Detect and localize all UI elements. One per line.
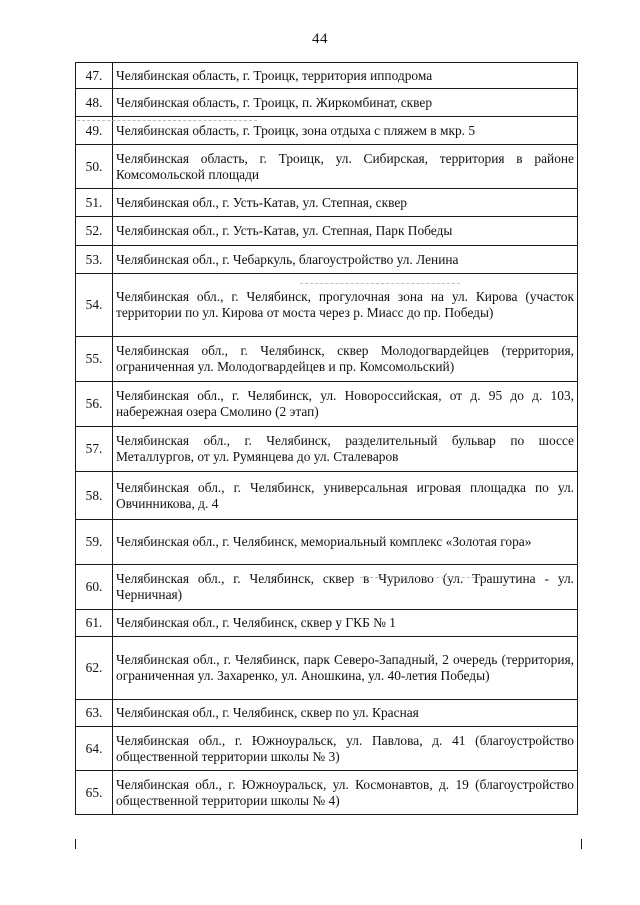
row-address: Челябинская обл., г. Челябинск, разделительный бульвар по шоссе Металлургов, от ул. Румянцева до ул. Сталеваров [113, 427, 578, 472]
row-number: 50. [76, 145, 113, 189]
row-number: 47. [76, 63, 113, 89]
row-number: 59. [76, 520, 113, 565]
row-address: Челябинская обл., г. Челябинск, сквер по ул. Красная [113, 700, 578, 727]
table-row [76, 520, 578, 565]
row-number: 65. [76, 771, 113, 815]
row-number: 49. [76, 117, 113, 145]
table-row [76, 427, 578, 472]
row-address: Челябинская обл., г. Усть-Катав, ул. Степная, сквер [113, 189, 578, 217]
table-row [76, 382, 578, 427]
row-number: 53. [76, 246, 113, 274]
row-address: Челябинская область, г. Троицк, п. Жиркомбинат, сквер [113, 89, 578, 117]
table-row [76, 637, 578, 700]
row-number: 62. [76, 637, 113, 700]
address-table [75, 62, 578, 815]
table-row [76, 145, 578, 189]
table-row [76, 246, 578, 274]
table-row [76, 727, 578, 771]
row-number: 64. [76, 727, 113, 771]
table-row [76, 337, 578, 382]
row-address: Челябинская обл., г. Чебаркуль, благоустройство ул. Ленина [113, 246, 578, 274]
row-address: Челябинская обл., г. Челябинск, прогулочная зона на ул. Кирова (участок территории по ул. Кирова от моста через р. Миасс до пр. Победы) [113, 274, 578, 337]
table-body [76, 63, 578, 815]
table-row [76, 89, 578, 117]
table-row [76, 63, 578, 89]
row-number: 55. [76, 337, 113, 382]
table-row [76, 610, 578, 637]
row-number: 61. [76, 610, 113, 637]
row-address: Челябинская обл., г. Челябинск, сквер в Чурилово (ул. Трашутина - ул. Черничная) [113, 565, 578, 610]
row-address: Челябинская обл., г. Челябинск, универсальная игровая площадка по ул. Овчинникова, д. 4 [113, 472, 578, 520]
row-number: 54. [76, 274, 113, 337]
row-address: Челябинская обл., г. Челябинск, парк Северо-Западный, 2 очередь (территория, ограниченная ул. Захаренко, ул. Аношкина, ул. 40-летия Победы) [113, 637, 578, 700]
table-row [76, 565, 578, 610]
row-number: 60. [76, 565, 113, 610]
row-number: 57. [76, 427, 113, 472]
row-address: Челябинская обл., г. Южноуральск, ул. Космонавтов, д. 19 (благоустройство общественной территории школы № 4) [113, 771, 578, 815]
row-number: 48. [76, 89, 113, 117]
row-address: Челябинская обл., г. Челябинск, мемориальный комплекс «Золотая гора» [113, 520, 578, 565]
row-address: Челябинская область, г. Троицк, территория ипподрома [113, 63, 578, 89]
scan-artifact-line [77, 120, 257, 121]
page-number: 44 [312, 31, 328, 47]
table-continuation-frame [75, 839, 582, 849]
table-row [76, 700, 578, 727]
row-address: Челябинская обл., г. Южноуральск, ул. Павлова, д. 41 (благоустройство общественной территории школы № 3) [113, 727, 578, 771]
row-address: Челябинская обл., г. Челябинск, сквер у ГКБ № 1 [113, 610, 578, 637]
row-number: 58. [76, 472, 113, 520]
table-row [76, 217, 578, 246]
table-row [76, 771, 578, 815]
row-number: 56. [76, 382, 113, 427]
scan-artifact-line [360, 577, 480, 578]
row-address: Челябинская обл., г. Челябинск, сквер Молодогвардейцев (территория, ограниченная ул. Молодогвардейцев и пр. Комсомольский) [113, 337, 578, 382]
row-number: 63. [76, 700, 113, 727]
scan-artifact-line [300, 283, 460, 284]
row-number: 51. [76, 189, 113, 217]
row-address: Челябинская обл., г. Челябинск, ул. Новороссийская, от д. 95 до д. 103, набережная озера Смолино (2 этап) [113, 382, 578, 427]
row-address: Челябинская обл., г. Усть-Катав, ул. Степная, Парк Победы [113, 217, 578, 246]
row-number: 52. [76, 217, 113, 246]
table-row [76, 189, 578, 217]
row-address: Челябинская область, г. Троицк, зона отдыха с пляжем в мкр. 5 [113, 117, 578, 145]
table-row [76, 472, 578, 520]
row-address: Челябинская область, г. Троицк, ул. Сибирская, территория в районе Комсомольской площади [113, 145, 578, 189]
